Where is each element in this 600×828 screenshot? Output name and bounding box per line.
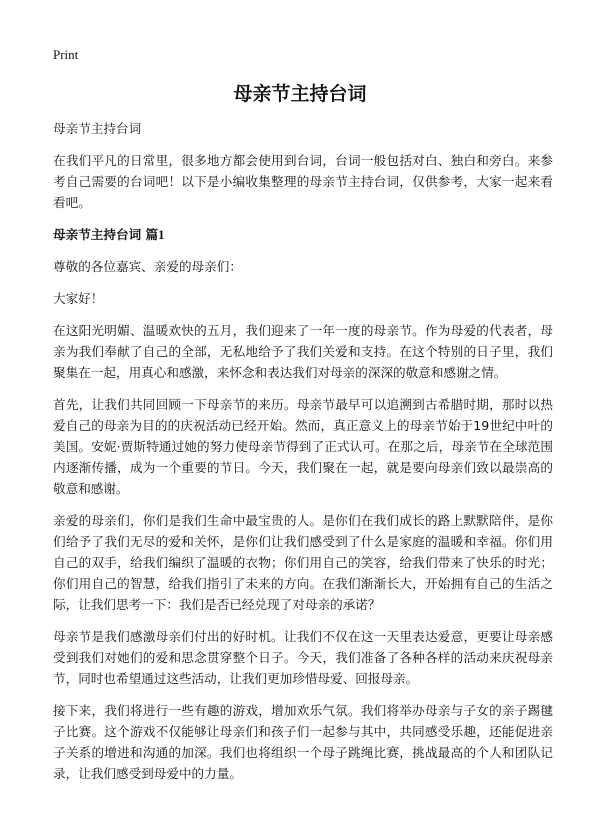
salutation-paragraph: 尊敬的各位嘉宾、亲爱的母亲们： bbox=[53, 259, 242, 274]
print-link[interactable]: Print bbox=[53, 47, 79, 62]
body-paragraph: 在这阳光明媚、温暖欢快的五月，我们迎来了一年一度的母亲节。作为母爱的代表者，母亲为我们奉献了自己的全部，无私地给予了我们关爱和支持。在这个特别的日子里，我们聚集在一起，用真心和感激，来怀念和表达我们对母亲的深深的敬意和感谢之情。 bbox=[53, 323, 553, 380]
document-subtitle: 母亲节主持台词 bbox=[53, 121, 142, 136]
body-paragraph: 母亲节是我们感激母亲们付出的好时机。让我们不仅在这一天里表达爱意，更要让母亲感受到我们对她们的爱和思念贯穿整个日子。今天，我们准备了各种各样的活动来庆祝母亲节，同时也希望通过这些活动，让我们更加珍惜母爱、回报母亲。 bbox=[53, 629, 553, 686]
intro-paragraph: 在我们平凡的日常里，很多地方都会使用到台词，台词一般包括对白、独白和旁白。来参考自己需要的台词吧！以下是小编收集整理的母亲节主持台词，仅供参考，大家一起来看看吧。 bbox=[53, 153, 553, 210]
section-heading-text: 母亲节主持台词 篇 bbox=[53, 227, 159, 242]
body-paragraph: 首先，让我们共同回顾一下母亲节的来历。母亲节最早可以追溯到古希腊时期，那时以热爱自己的母亲为目的的庆祝活动已经开始。然而，真正意义上的母亲节始于19世纪中叶的美国。安妮·贾斯特通过她的努力使母亲节得到了正式认可。在那之后，母亲节在全球范围内逐渐传播，成为一个重要的节日。今天，我们聚在一起，就是要向母亲们致以最崇高的敬意和感谢。 bbox=[53, 397, 553, 496]
document-body bbox=[53, 118, 553, 795]
section-heading bbox=[53, 224, 553, 246]
body-paragraph: 接下来，我们将进行一些有趣的游戏，增加欢乐气氛。我们将举办母亲与子女的亲子踢毽子比赛。这个游戏不仅能够让母亲们和孩子们一起参与其中，共同感受乐趣，还能促进亲子关系的增进和沟通的加深。我们也将组织一个母子跳绳比赛，挑战最高的个人和团队记录，让我们感受到母爱中的力量。 bbox=[53, 703, 553, 781]
document-title: 母亲节主持台词 bbox=[233, 83, 367, 105]
greeting-paragraph: 大家好！ bbox=[53, 291, 104, 306]
section-heading-number: 1 bbox=[158, 228, 165, 242]
body-paragraph: 亲爱的母亲们，你们是我们生命中最宝贵的人。是你们在我们成长的路上默默陪伴，是你们给予了我们无尽的爱和关怀，是你们让我们感受到了什么是家庭的温暖和幸福。你们用自己的双手，给我们编织了温暖的衣物；你们用自己的笑容，给我们带来了快乐的时光；你们用自己的智慧，给我们指引了未来的方向。在我们渐渐长大，开始拥有自己的生活之际，让我们思考一下：我们是否已经兑现了对母亲的承诺？ bbox=[53, 513, 553, 612]
